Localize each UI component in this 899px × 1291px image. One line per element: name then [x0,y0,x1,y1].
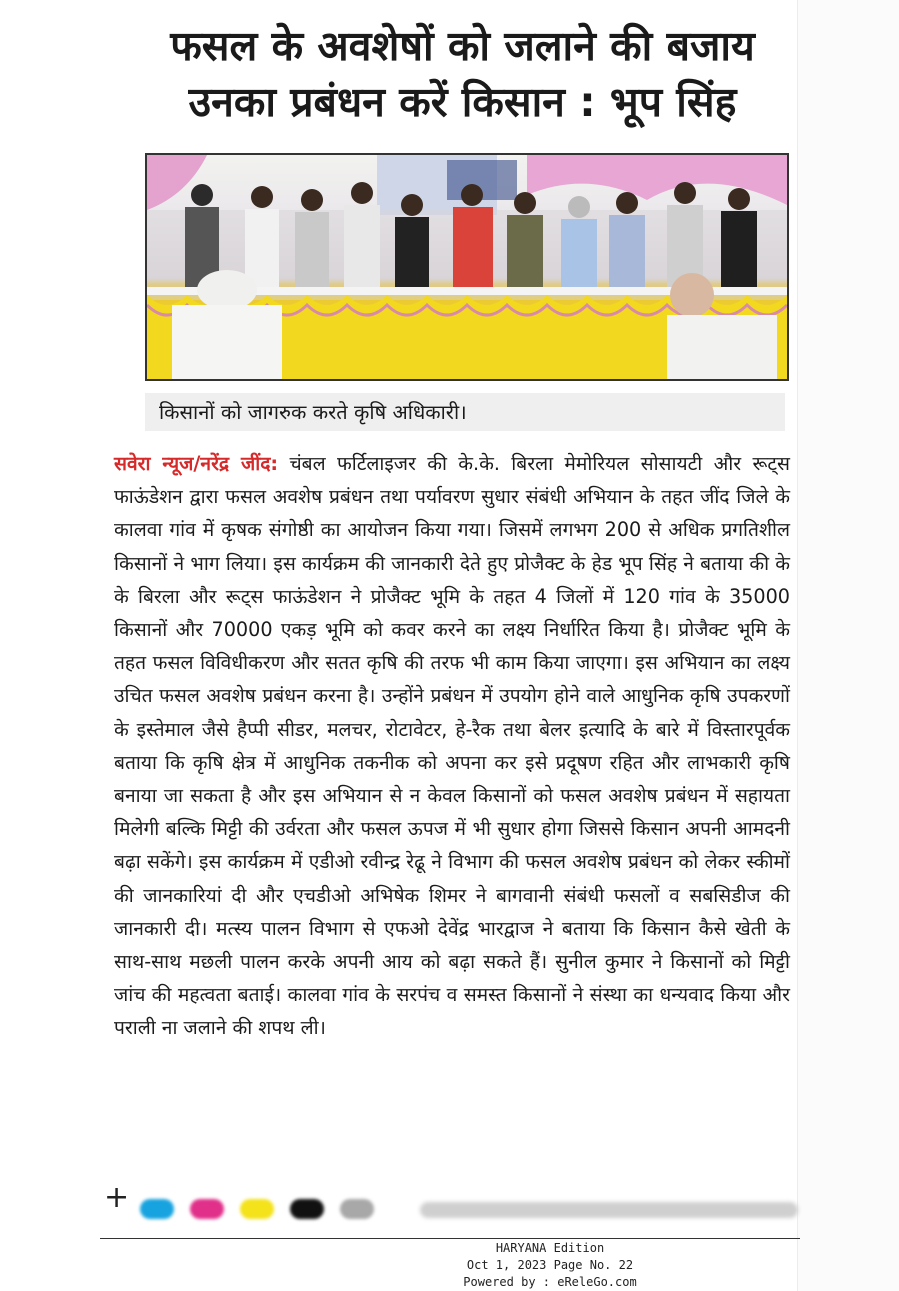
turban-icon [197,270,257,310]
registration-mark: + [104,1180,130,1215]
headline-line-1: फसल के अवशेषों को जलाने की बजाय [170,22,755,70]
page-edge [797,0,899,1291]
footer [400,1240,700,1291]
headline [130,18,795,130]
article-text: चंबल फर्टिलाइजर की के.के. बिरला मेमोरियल सोसायटी और रूट्स फाऊंडेशन द्वारा फसल अवशेष प्रबंधन तथा पर्यावरण सुधार संबंधी अभियान के तहत जींद जिले के कालवा गांव में कृषक संगोष्ठी का आयोजन किया गया। जिसमें लगभग 200 से अधिक प्रगतिशील किसानों ने भाग लिया। इस कार्यक्रम की जानकारी देते हुए प्रोजैक्ट के हेड भूप सिंह ने बताया की के के बिरला और रूट्स फाऊंडेशन ने प्रोजैक्ट भूमि के तहत 4 जिलों में 120 गांव के 35000 किसानों और 70000 एकड़ भूमि को कवर करने का लक्ष्य निर्धारित किया है। प्रोजैक्ट भूमि के तहत फसल विविधीकरण और सतत कृषि की तरफ भी काम किया जाएगा। इस अभियान का लक्ष्य उचित फसल अवशेष प्रबंधन करना है। उन्होंने प्रबंधन में उपयोग होने वाले आधुनिक कृषि उपकरणों के इस्तेमाल जैसे हैप्पी सीडर, मलचर, रोटावेटर, हे-रैक तथा बेलर इत्यादि के बारे में विस्तारपूर्वक बताया कि कृषि क्षेत्र में आधुनिक तकनीक को अपना कर इसे प्रदूषण रहित और लाभकारी कृषि बनाया जा सकता है और इस अभियान से न केवल किसानों को फसल अवशेष प्रबंधन में सहायता मिलेगी बल्कि मिट्टी की उर्वरता और फसल ऊपज में भी सुधार होगा जिससे किसान अपनी आमदनी बढ़ा सकेंगे। इस कार्यक्रम में एडीओ रवीन्द्र रेढू ने विभाग की फसल अवशेष प्रबंधन को लेकर स्कीमों की जानकारियां दी और एचडीओ अभिषेक शिमर ने बागवानी संबंधी फसलों व सबसिडीज की जानकारी दी। मत्स्य पालन विभाग से एफओ देवेंद्र भारद्वाज ने बताया कि किसान कैसे खेती के साथ-साथ मछली पालन करके अपनी आय को बढ़ा सकते हैं। सुनील कुमार ने किसानों को मिट्टी जांच की महत्वता बताई। कालवा गांव के सरपंच व समस्त किसानों ने संस्था का धन्यवाद किया और पराली ना जलाने की शपथ ली। [114,452,790,1040]
article-dateline: सवेरा न्यूज/नरेंद्र जींद: [114,452,279,475]
photo-icon [147,155,787,379]
footer-rule [100,1238,800,1239]
article-body [114,447,790,1045]
grey-swatch [340,1199,374,1219]
black-swatch [290,1199,324,1219]
footer-date-page: Oct 1, 2023 Page No. 22 [466,1258,634,1272]
yellow-swatch [240,1199,274,1219]
footer-edition: HARYANA Edition [495,1241,605,1255]
seated-man-right-icon [667,315,777,379]
news-photo [145,153,789,381]
footer-powered-by[interactable]: Powered by : eReleGo.com [463,1275,637,1289]
cyan-swatch [140,1199,174,1219]
seated-man-left-icon [172,305,282,379]
print-bar [420,1202,798,1218]
people-group-icon [185,182,757,287]
magenta-swatch [190,1199,224,1219]
headline-line-2: उनका प्रबंधन करें किसान : भूप सिंह [188,78,737,126]
photo-caption: किसानों को जागरुक करते कृषि अधिकारी। [145,393,785,431]
